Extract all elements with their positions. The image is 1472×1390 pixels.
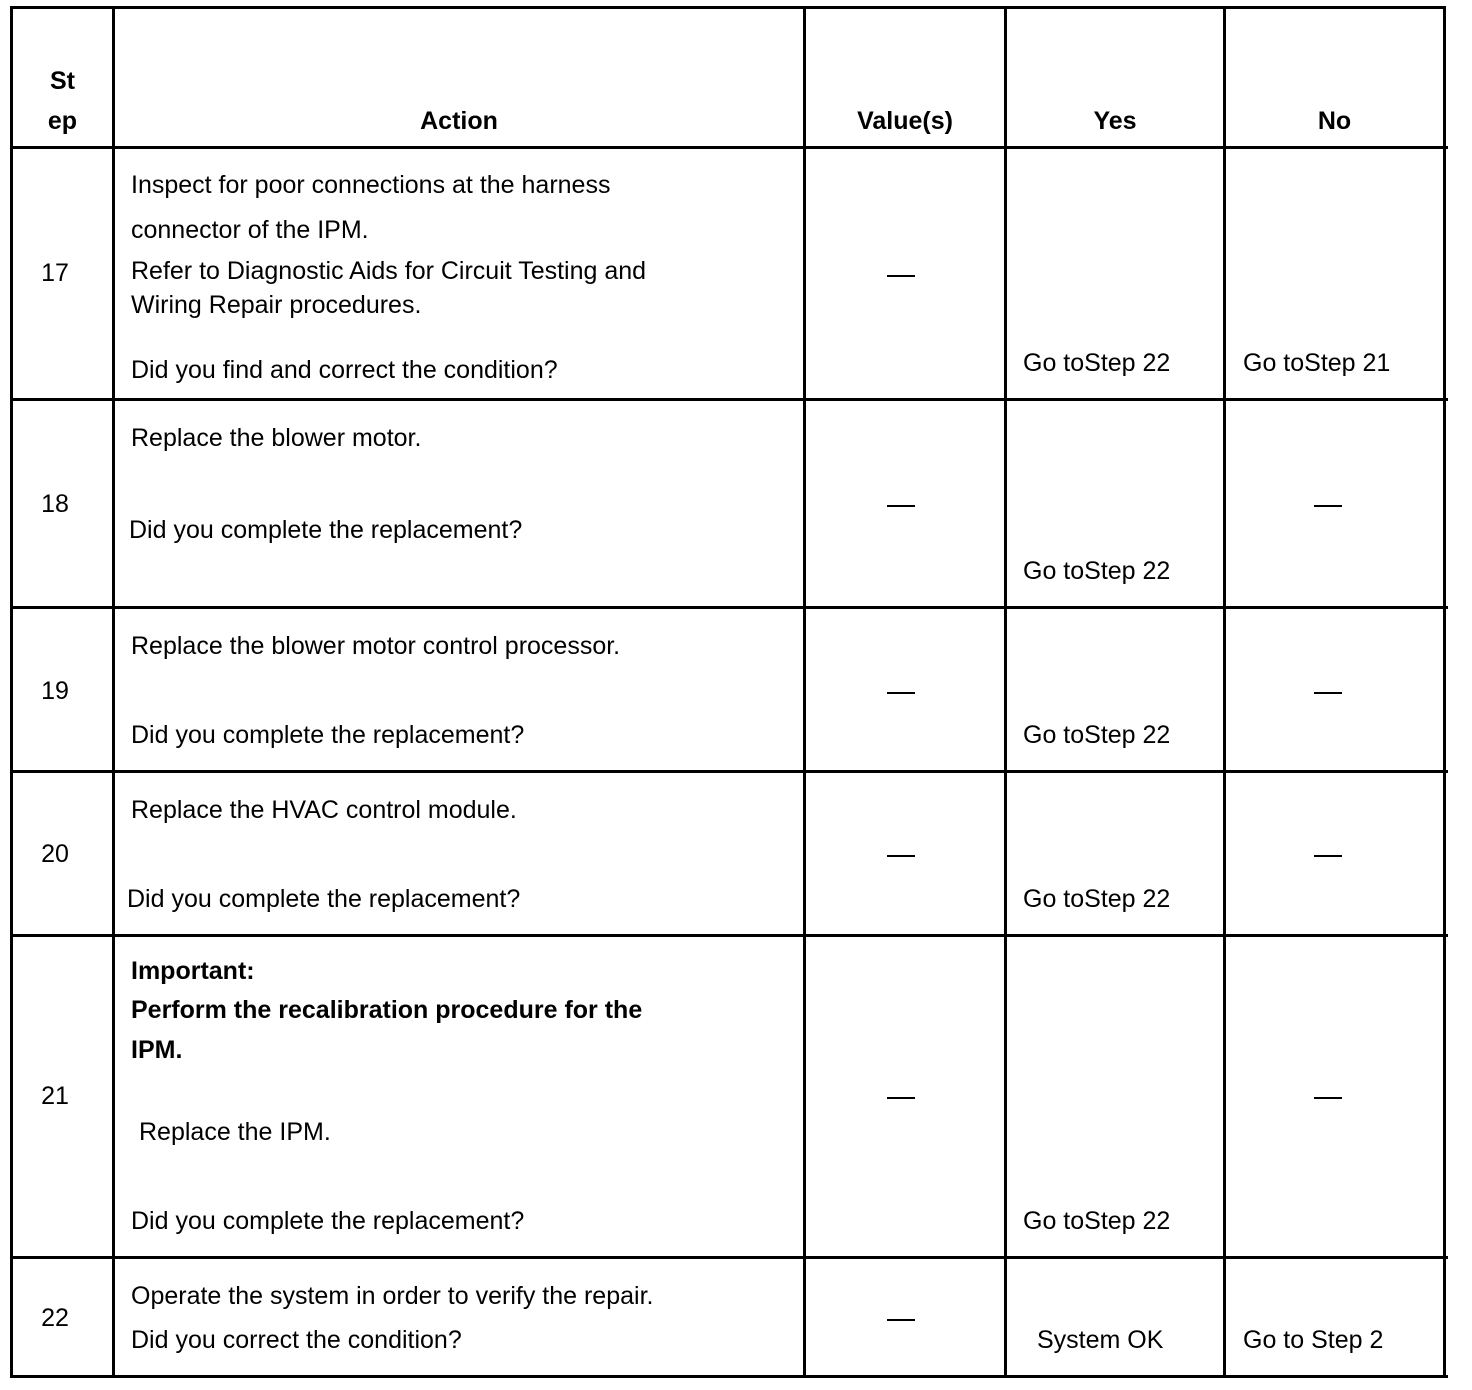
action-question: Did you complete the replacement? [127,885,521,913]
header-divider [10,146,1448,149]
action-question: Did you complete the replacement? [131,1207,525,1235]
yes-result: Go toStep 22 [1023,721,1171,749]
value-dash [887,692,915,694]
table-border-bottom [10,1375,1448,1378]
no-dash [1314,505,1342,507]
step-number: 19 [41,677,69,705]
yes-result: Go toStep 22 [1023,1207,1171,1235]
no-dash [1314,692,1342,694]
step-number: 17 [41,259,69,287]
header-step-line2: ep [47,107,78,135]
important-label: Important: [131,957,255,985]
no-result: Go to Step 2 [1243,1326,1384,1354]
action-text: Operate the system in order to verify the repair. [131,1282,654,1310]
action-text: connector of the IPM. [131,216,369,244]
column-divider [1223,6,1226,1378]
action-question: Did you complete the replacement? [129,516,523,544]
step-number: 22 [41,1304,69,1332]
column-divider [112,6,115,1378]
action-question: Did you find and correct the condition? [131,356,558,384]
no-result: Go toStep 21 [1243,349,1391,377]
row-divider [10,606,1448,609]
table-border-right [1443,6,1446,1378]
no-dash [1314,1097,1342,1099]
value-dash [887,275,915,277]
header-values: Value(s) [857,107,953,135]
value-dash [887,1097,915,1099]
important-text: Perform the recalibration procedure for the [131,996,643,1024]
step-number: 18 [41,490,69,518]
action-text: Refer to Diagnostic Aids for Circuit Testing and [131,257,647,285]
action-question: Did you complete the replacement? [131,721,525,749]
header-action: Action [420,107,498,135]
action-text: Inspect for poor connections at the harness [131,171,611,199]
row-divider [10,1256,1448,1259]
action-text: Replace the blower motor control processor. [131,632,621,660]
value-dash [887,505,915,507]
yes-result: Go toStep 22 [1023,557,1171,585]
no-dash [1314,855,1342,857]
row-divider [10,398,1448,401]
yes-result: Go toStep 22 [1023,349,1171,377]
table-border-top [10,6,1446,9]
action-text: Replace the IPM. [139,1118,331,1146]
column-divider [1004,6,1007,1378]
step-number: 21 [41,1082,69,1110]
action-text: Replace the blower motor. [131,424,422,452]
header-no: No [1317,107,1352,135]
header-yes: Yes [1093,107,1137,135]
column-divider [803,6,806,1378]
action-text: Replace the HVAC control module. [131,796,517,824]
yes-result: System OK [1037,1326,1164,1354]
row-divider [10,934,1448,937]
value-dash [887,855,915,857]
action-text: Wiring Repair procedures. [131,291,422,319]
value-dash [887,1319,915,1321]
important-text: IPM. [131,1036,183,1064]
header-step-line1: St [50,67,75,95]
step-number: 20 [41,840,69,868]
action-question: Did you correct the condition? [131,1326,462,1354]
yes-result: Go toStep 22 [1023,885,1171,913]
row-divider [10,770,1448,773]
